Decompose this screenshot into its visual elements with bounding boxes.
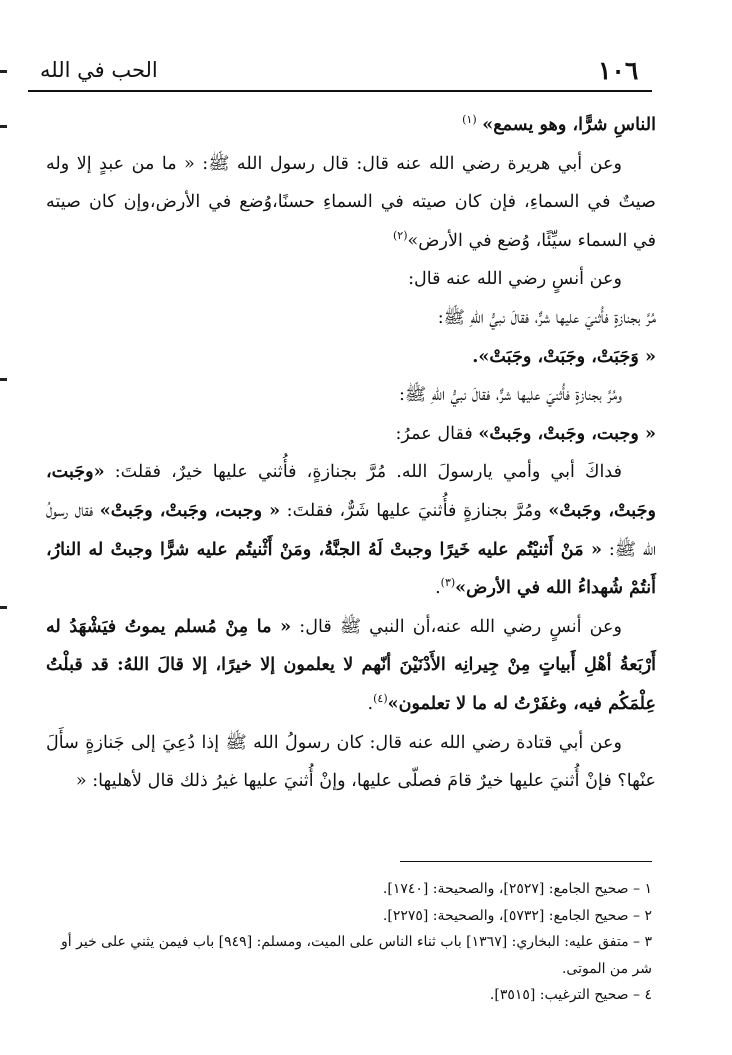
scan-mark xyxy=(0,70,7,73)
paragraph-anas-intro: وعن أنسٍ رضي الله عنه قال: xyxy=(408,269,622,290)
scan-mark xyxy=(0,606,7,609)
footnote-ref: (١) xyxy=(462,113,477,127)
narration-text: وعن أنسٍ رضي الله عنه،أن النبي ﷺ قال: xyxy=(291,616,622,637)
hadith-quote: «وجَبت، وجَبتْ، وجَبتْ» xyxy=(46,461,656,521)
paragraph-abu-hurayra xyxy=(46,145,656,261)
narration-text: فقال رسولُ الله ﷺ: xyxy=(46,500,656,560)
paragraph-umar xyxy=(46,415,656,454)
footnote-2: ٢ – صحيح الجامع: [٥٧٣٢]، والصحيحة: [٢٢٧٥]. xyxy=(382,907,652,924)
page-number: ١٠٦ xyxy=(598,56,639,85)
running-title: الحب في الله xyxy=(40,58,158,82)
footnotes xyxy=(40,876,652,1009)
paragraph-funeral-1: مُرَّ بجنازةٍ فأُثنيَ عليها شرٌّ، فقالَ نبيُّ اللهِ ﷺ: xyxy=(437,307,656,328)
footnote-rule xyxy=(400,861,652,862)
paragraph-umar-question: فداكَ أبي وأمي يارسولَ الله. مُرَّ بجنازةٍ، فأُثني عليها خيرٌ، فقلتَ: «وجَبت، وجَبتْ، وجَبتْ» ومُرَّ بجنازةٍ فأُثنيَ عليها شَرٌّ، فقلتَ: « وجبت، وجَبتْ، وجَبتْ» فقال رسولُ الله ﷺ: « مَنْ أَثنيْتُم عليه خَيرًا وجبتْ لَهُ الجنَّةُ، ومَنْ أَثْنيتُم عليه شرًّا وجبتْ له النارُ، أَنتُمْ شُهداءُ الله في الأرض»$^{(٣)}$. xyxy=(46,461,656,599)
scan-mark xyxy=(0,125,7,128)
hadith-quote: « وجبت، وجَبتْ، وجَبتْ» xyxy=(478,422,656,444)
footnote-ref: (٢) xyxy=(392,228,408,242)
paragraph-continuation xyxy=(46,106,656,145)
hadith-quote: « وجبت، وجَبتْ، وجَبتْ» xyxy=(99,499,281,521)
hadith-quote: « مَنْ أَثنيْتُم عليه خَيرًا وجبتْ لَهُ الجنَّةُ، ومَنْ أَثْنيتُم عليه شرًّا وجبتْ له النارُ، أَنتُمْ شُهداءُ الله في الأرض» xyxy=(46,538,656,599)
hadith-quote: « وَجَبَتْ، وجَبَتْ، وجَبَتْ». xyxy=(472,345,656,367)
hadith-quote: « ما مِنْ مُسلم يموتُ فيَشْهَدُ له أَرْبَعةُ أهْلِ أَبياتٍ مِنْ جِيرانِه الأَدْنَيْنَ أنّهم لا يعلمون إلا خيرًا، إلا قالَ اللهُ: قد قبلْتُ عِلْمَكُم فيه، وغفَرْتُ له ما لا تعلمون» xyxy=(46,615,656,714)
footnote-1: ١ – صحيح الجامع: [٢٥٢٧]، والصحيحة: [١٧٤٠]. xyxy=(382,881,652,897)
paragraph-anas-neighbours: وعن أنسٍ رضي الله عنه،أن النبي ﷺ قال: « ما مِنْ مُسلم يموتُ فيَشْهَدُ له أَرْبَعةُ أهْلِ أَبياتٍ مِنْ جِيرانِه الأَدْنَيْنَ أنّهم لا يعلمون إلا خيرًا، إلا قالَ اللهُ: قد قبلْتُ عِلْمَكُم فيه، وغفَرْتُ له ما لا تعلمون»$^{(٤)}$. xyxy=(46,615,656,714)
paragraph-abu-qatada: وعن أبي قتادة رضي الله عنه قال: كان رسولُ الله ﷺ إذا دُعِيَ إلى جَنازةٍ سأَلَ عنْها؟ فإنْ أُثنيَ عليها خيرٌ قامَ فصلّى عليها، وإنْ أُثنيَ عليها غيرُ ذلك قال لأهليها: « xyxy=(46,732,656,792)
narration-text: فداكَ أبي وأمي يارسولَ الله. مُرَّ بجنازةٍ، فأُثني عليها خيرٌ، فقلتَ: xyxy=(104,462,622,483)
footnote-ref: (٣) xyxy=(440,576,456,590)
paragraph-funeral-2: ومُرَّ بجنازةٍ فأُثنيَ عليها شرٌّ، فقالَ نبيُّ اللهِ ﷺ: xyxy=(398,385,622,406)
scan-mark xyxy=(0,378,7,381)
narration-text: ومُرَّ بجنازةٍ فأُثنيَ عليها شَرٌّ، فقلتَ: xyxy=(280,500,549,521)
footnote-3: ٣ – متفق عليه: البخاري: [١٣٦٧] باب ثناء الناس على الميت، ومسلم: [٩٤٩] باب فيمن يثني على خير أو شر من الموتى. xyxy=(61,934,652,977)
header-rule xyxy=(28,90,652,92)
narration-text: فقال عمرُ: xyxy=(395,423,479,444)
hadith-quote: الناسِ شرًّا، وهو يسمع» xyxy=(482,114,656,135)
main-text xyxy=(46,106,656,801)
footnote-4: ٤ – صحيح الترغيب: [٣٥١٥]. xyxy=(489,987,652,1004)
footnote-ref: (٤) xyxy=(373,692,388,706)
hadith-text: وعن أبي هريرة رضي الله عنه قال: قال رسول الله ﷺ: « ما من عبدٍ إلا وله صيتٌ في السماءِ، فإن كان صيته في السماءِ حسنًا،وُضع في الأرض،وإن كان صيته في السماء سيِّئًا، وُضع في الأرض» xyxy=(46,153,656,251)
